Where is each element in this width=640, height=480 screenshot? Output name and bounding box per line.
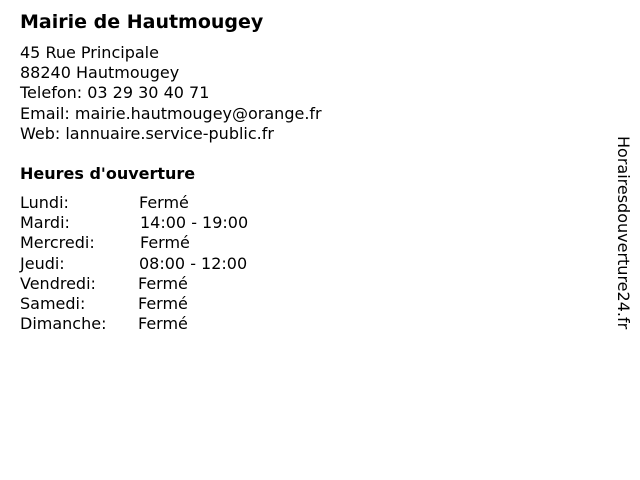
page-title: Mairie de Hautmougey <box>20 11 264 33</box>
city-postcode: 88240 Hautmougey <box>20 63 180 83</box>
opening-hours-heading: Heures d'ouverture <box>20 164 196 183</box>
day-label: Mardi: <box>20 213 70 233</box>
hours-value: Fermé <box>140 233 190 253</box>
hours-value: Fermé <box>139 193 189 212</box>
street-address: 45 Rue Principale <box>20 43 159 62</box>
day-label: Vendredi: <box>20 273 96 293</box>
hours-value: 14:00 - 19:00 <box>140 213 249 233</box>
phone-number: Telefon: 03 29 30 40 71 <box>20 83 210 103</box>
hours-value: Fermé <box>138 273 188 293</box>
day-label: Jeudi: <box>20 253 65 273</box>
address-block <box>20 43 322 144</box>
email-address: Email: mairie.hautmougey@orange.fr <box>20 103 322 123</box>
hours-value: Fermé <box>138 293 188 313</box>
day-label: Samedi: <box>20 293 86 313</box>
day-label: Mercredi: <box>20 233 95 253</box>
hours-value: Fermé <box>138 314 188 334</box>
website: Web: lannuaire.service-public.fr <box>20 123 274 143</box>
day-label: Lundi: <box>20 193 69 212</box>
hours-value: 08:00 - 12:00 <box>139 253 248 273</box>
site-watermark: Horairesdouverture24.fr <box>614 136 633 330</box>
day-label: Dimanche: <box>20 314 107 334</box>
